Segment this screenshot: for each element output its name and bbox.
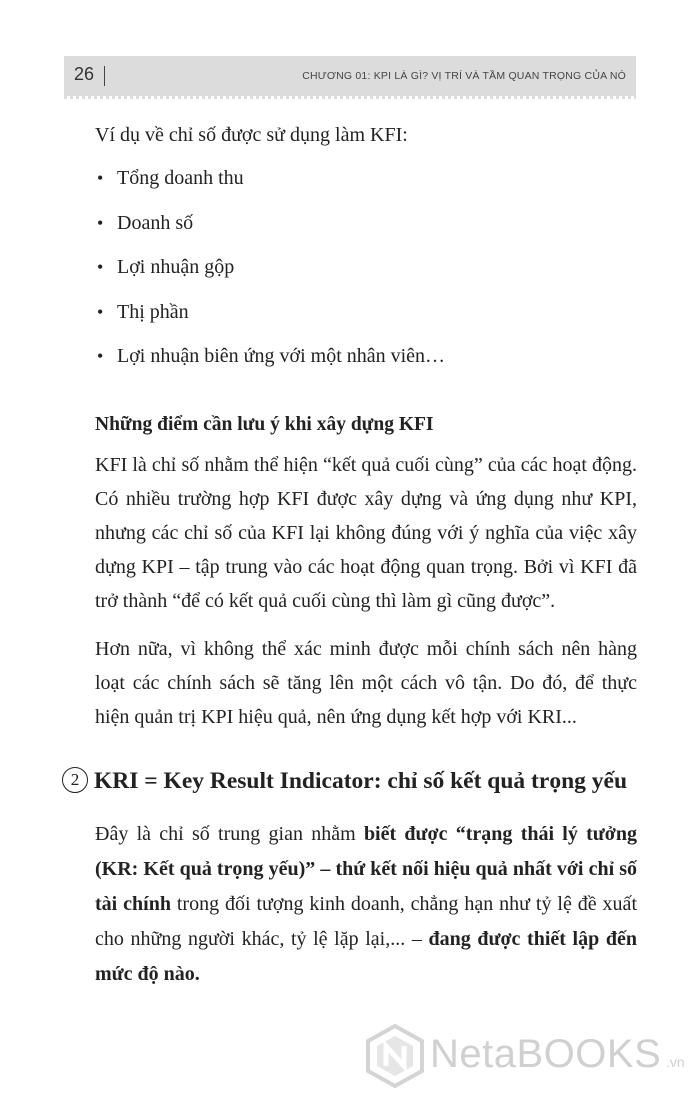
list-item-text: Thị phần xyxy=(117,300,189,323)
bullet-icon: • xyxy=(97,257,104,277)
watermark-brand: NetaBOOKS xyxy=(430,1032,662,1076)
header-divider xyxy=(104,66,105,86)
kfi-paragraph-1: KFI là chỉ số nhằm thể hiện “kết quả cuối cùng” của các hoạt động. Có nhiều trường hợp KFI được xây dựng và ứng dụng như KPI, nhưng các chỉ số của KFI lại không đúng với ý nghĩa của việc xây dựng KPI – tập trung vào các hoạt động quan trọng. Bởi vì KFI đã trở thành “để có kết quả cuối cùng thì làm gì cũng được”. xyxy=(95,453,637,612)
list-item xyxy=(95,206,637,251)
kri-heading xyxy=(62,764,642,798)
publisher-watermark xyxy=(364,1024,694,1088)
kfi-examples-list xyxy=(95,161,637,384)
kri-heading-text: KRI = Key Result Indicator: chỉ số kết quả trọng yếu xyxy=(94,768,628,794)
section-number-badge: 2 xyxy=(62,767,88,793)
netabooks-logo-icon xyxy=(364,1024,426,1088)
kfi-paragraph-2: Hơn nữa, vì không thể xác minh được mỗi chính sách nên hàng loạt các chính sách sẽ tăng lên một cách vô tận. Do đó, để thực hiện quản trị KPI hiệu quả, nên ứng dụng kết hợp với KRI... xyxy=(95,637,637,728)
kri-bold-1: biết được “trạng thái lý tưởng (KR: Kết quả trọng yếu)” – thứ kết nối hiệu quả nhất với chỉ số tài chính xyxy=(95,823,637,915)
bullet-icon: • xyxy=(97,212,104,233)
running-header xyxy=(64,56,636,96)
watermark-suffix: .vn xyxy=(666,1054,685,1070)
list-item xyxy=(95,339,637,384)
kfi-section xyxy=(95,118,637,734)
kri-body xyxy=(95,817,637,992)
list-item-text: Tổng doanh thu xyxy=(117,167,244,189)
bullet-icon: • xyxy=(97,346,104,366)
list-item-text: Lợi nhuận biên ứng với một nhân viên… xyxy=(117,345,446,367)
bullet-icon: • xyxy=(97,301,104,322)
page-number: 26 xyxy=(74,64,95,84)
kfi-notes-heading: Những điểm cần lưu ý khi xây dựng KFI xyxy=(95,413,434,435)
bullet-icon: • xyxy=(97,168,104,188)
list-item xyxy=(95,250,637,295)
kri-bold-2: đang được thiết lập đến mức độ nào. xyxy=(95,928,637,985)
list-item xyxy=(95,161,637,206)
chapter-title: CHƯƠNG 01: KPI LÀ GÌ? VỊ TRÍ VÀ TẦM QUAN TRỌNG CỦA NÓ xyxy=(302,70,626,82)
list-item xyxy=(95,295,637,340)
kri-paragraph xyxy=(95,817,637,992)
list-item-text: Doanh số xyxy=(117,211,194,234)
kri-text-1: Đây là chỉ số trung gian nhằm xyxy=(95,823,364,845)
kfi-examples-intro: Ví dụ về chỉ số được sử dụng làm KFI: xyxy=(95,124,408,146)
kri-text-2: trong đối tượng kinh doanh, chẳng hạn như tỷ lệ đề xuất cho những người khác, tỷ lệ lặp lại,... – xyxy=(95,893,637,950)
list-item-text: Lợi nhuận gộp xyxy=(117,256,235,278)
